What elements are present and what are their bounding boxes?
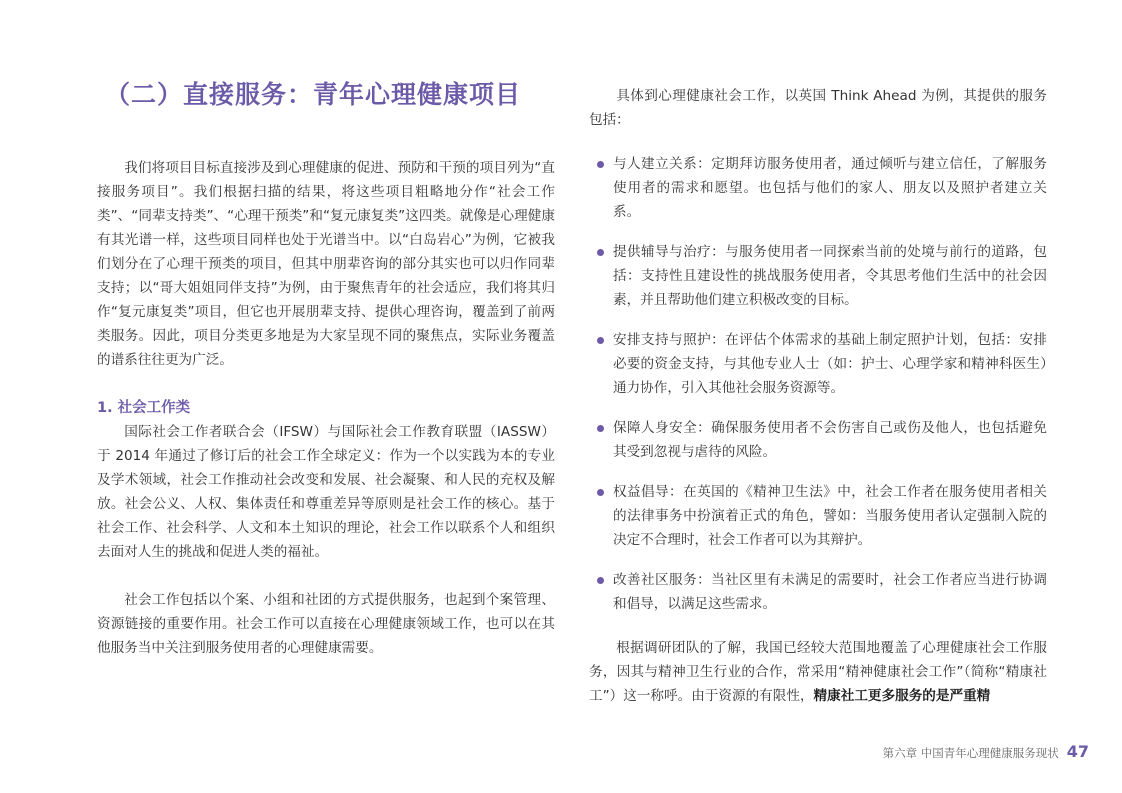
bullet-dot-icon xyxy=(597,337,604,344)
closing-paragraph xyxy=(589,636,1047,708)
think-ahead-intro: 具体到心理健康社会工作，以英国 Think Ahead 为例，其提供的服务包括： xyxy=(589,88,1047,128)
list-item-text: 权益倡导：在英国的《精神卫生法》中，社会工作者在服务使用者相关的法律事务中扮演着正式的角色，譬如：当服务使用者认定强制入院的决定不合理时，社会工作者可以为其辩护。 xyxy=(613,484,1047,548)
intro-paragraph: 我们将项目目标直接涉及到心理健康的促进、预防和干预的项目列为“直接服务项目”。我们根据扫描的结果，将这些项目粗略地分作“社会工作类”、“同辈支持类”、“心理干预类”和“复元康复类”这四类。就像是心理健康有其光谱一样，这些项目同样也处于光谱当中。以“白岛岩心”为例，它被我们划分在了心理干预类的项目，但其中朋辈咨询的部分其实也可以归作同辈支持；以“哥大姐姐同伴支持”为例，由于聚焦青年的社会适应，我们将其归作“复元康复类”项目，但它也开展朋辈支持、提供心理咨询，覆盖到了前两类服务。因此，项目分类更多地是为大家呈现不同的聚焦点，实际业务覆盖的谱系往往更为广泛。 xyxy=(97,160,555,368)
bullet-dot-icon xyxy=(597,489,604,496)
bullet-dot-icon xyxy=(597,577,604,584)
social-work-definition-paragraph: 国际社会工作者联合会（IFSW）与国际社会工作教育联盟（IASSW）于 2014 年通过了修订后的社会工作全球定义：作为一个以实践为本的专业及学术领域，社会工作推动社会改变和发展、社会凝聚、和人民的充权及解放。社会公义、人权、集体责任和尊重差异等原则是社会工作的核心。基于社会工作、社会科学、人文和本土知识的理论，社会工作以联系个人和组织去面对人生的挑战和促进人类的福祉。 xyxy=(97,424,555,560)
list-item-text: 与人建立关系：定期拜访服务使用者，通过倾听与建立信任，了解服务使用者的需求和愿望。也包括与他们的家人、朋友以及照护者建立关系。 xyxy=(613,156,1047,220)
page-number: 47 xyxy=(1066,742,1089,761)
list-item xyxy=(589,416,1047,464)
list-item xyxy=(589,480,1047,552)
list-item xyxy=(589,568,1047,616)
social-work-scope-paragraph: 社会工作包括以个案、小组和社团的方式提供服务，也起到个案管理、资源链接的重要作用。社会工作可以直接在心理健康领域工作，也可以在其他服务当中关注到服务使用者的心理健康需要。 xyxy=(97,592,555,656)
subheading-social-work: 1. 社会工作类 xyxy=(97,400,191,416)
list-item-text: 保障人身安全：确保服务使用者不会伤害自己或伤及他人，也包括避免其受到忽视与虐待的风险。 xyxy=(613,420,1047,460)
page-footer xyxy=(883,742,1089,761)
bullet-dot-icon xyxy=(597,425,604,432)
list-item-text: 安排支持与照护：在评估个体需求的基础上制定照护计划，包括：安排必要的资金支持，与其他专业人士（如：护士、心理学家和精神科医生）通力协作，引入其他社会服务资源等。 xyxy=(613,332,1047,396)
services-list xyxy=(589,152,1047,616)
chapter-label: 第六章 中国青年心理健康服务现状 xyxy=(882,746,1059,760)
paragraph-gap xyxy=(97,564,555,588)
right-column xyxy=(589,84,1047,708)
list-item-text: 改善社区服务：当社区里有未满足的需要时，社会工作者应当进行协调和倡导，以满足这些需求。 xyxy=(613,572,1047,612)
left-column xyxy=(97,78,555,660)
list-item xyxy=(589,240,1047,312)
closing-bold-text: 精康社工更多服务的是严重精 xyxy=(813,688,991,704)
list-item xyxy=(589,328,1047,400)
section-heading: （二）直接服务：青年心理健康项目 xyxy=(105,80,522,109)
closing-text: 根据调研团队的了解，我国已经较大范围地覆盖了心理健康社会工作服务，因其与精神卫生行业的合作，常采用“精神健康社会工作”（简称“精康社工”）这一称呼。由于资源的有限性， xyxy=(589,640,1047,704)
bullet-dot-icon xyxy=(597,161,604,168)
list-item xyxy=(589,152,1047,224)
list-item-text: 提供辅导与治疗：与服务使用者一同探索当前的处境与前行的道路，包括：支持性且建设性的挑战服务使用者，令其思考他们生活中的社会因素，并且帮助他们建立积极改变的目标。 xyxy=(613,244,1047,308)
bullet-dot-icon xyxy=(597,249,604,256)
